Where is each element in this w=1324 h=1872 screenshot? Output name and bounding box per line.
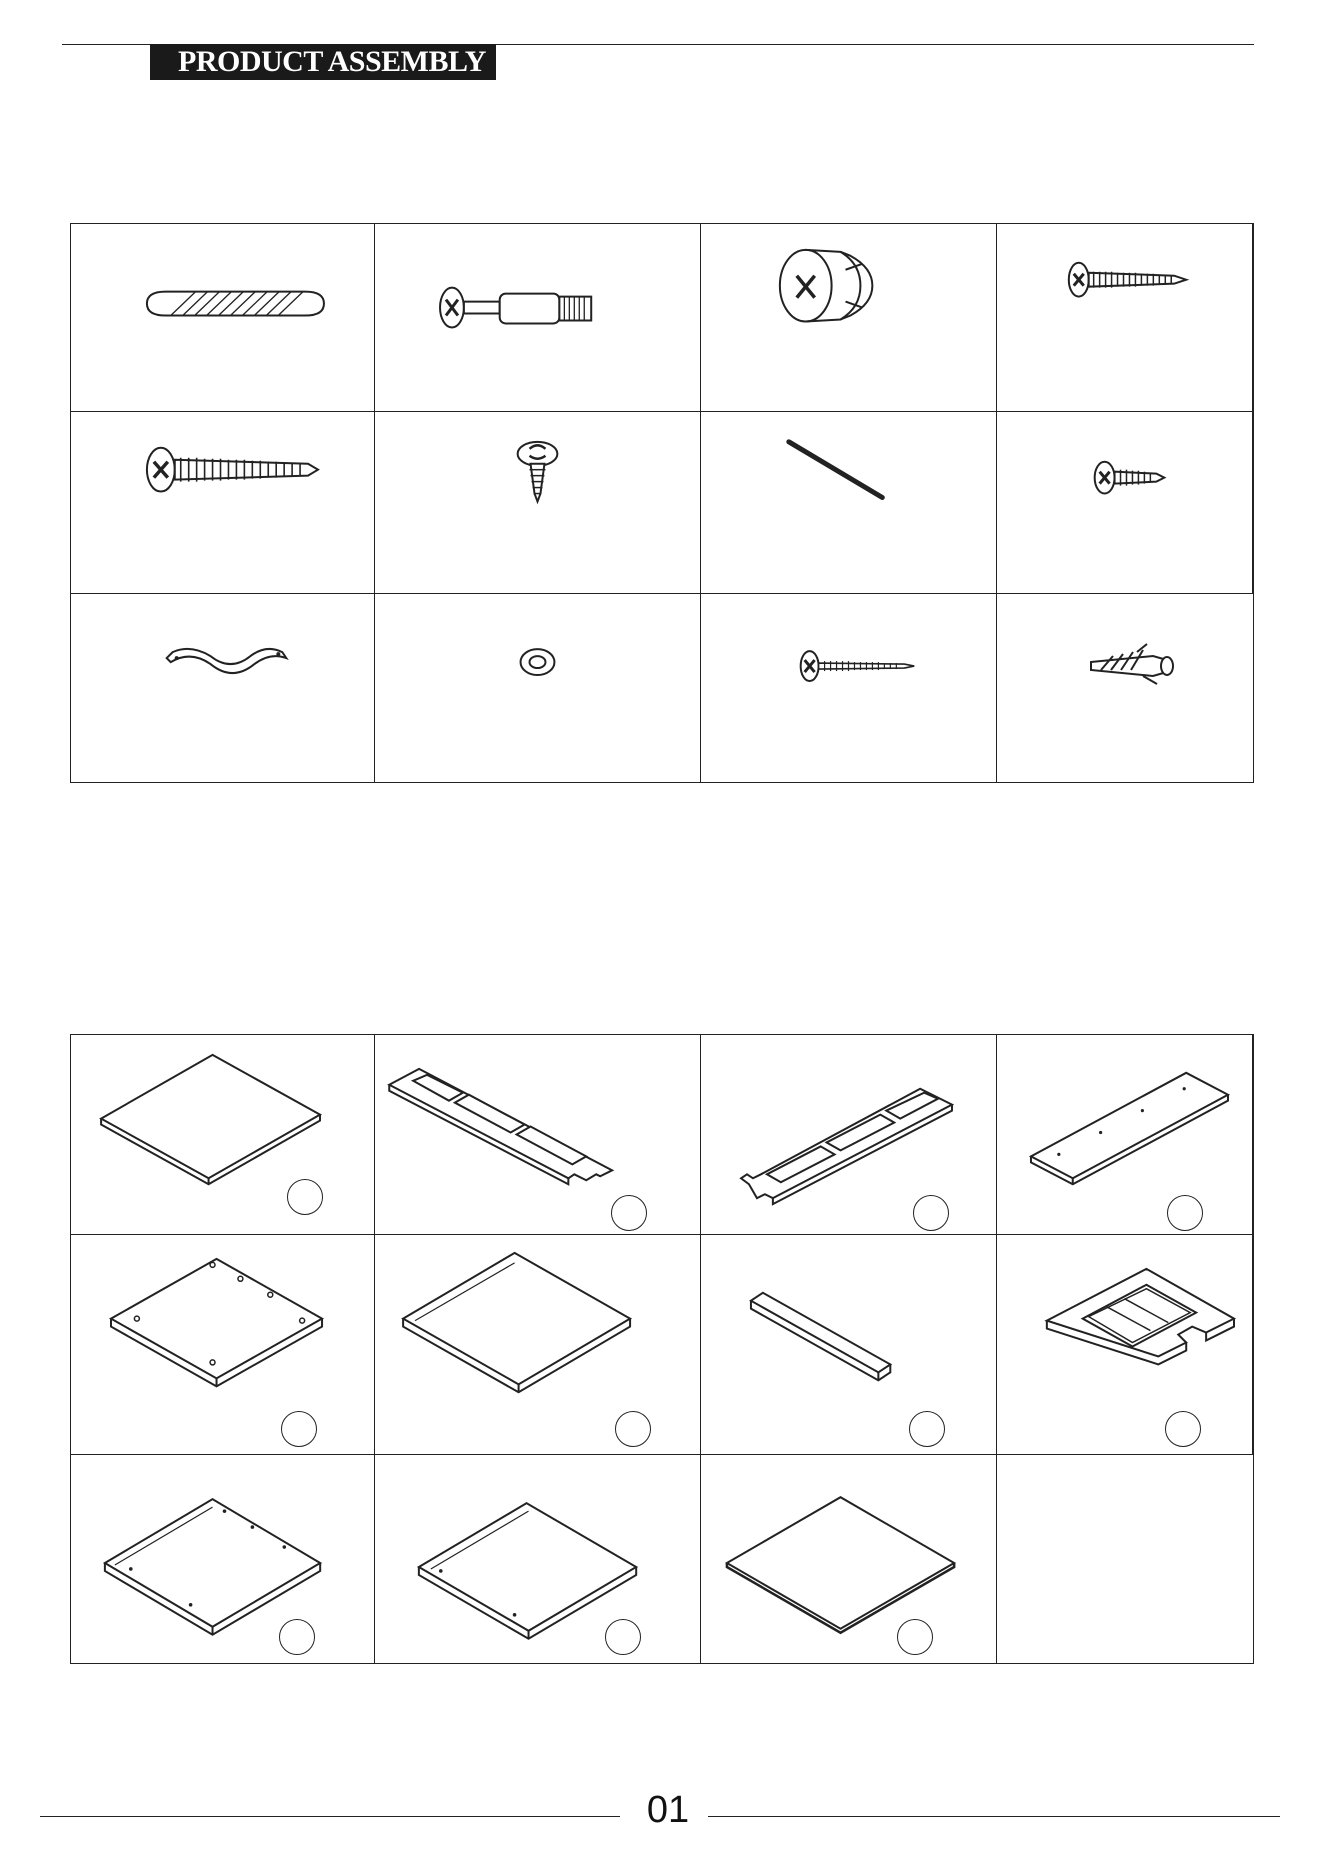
wooden-dowel-icon <box>71 224 374 411</box>
hardware-cell <box>701 412 997 594</box>
part-callout-circle <box>279 1619 315 1655</box>
long-screw-icon <box>71 412 374 593</box>
narrow-rail-icon <box>701 1235 996 1454</box>
hardware-cell <box>71 594 375 782</box>
ladder-frame-right-icon <box>701 1035 996 1234</box>
cam-bolt-icon <box>375 224 700 411</box>
page-title: PRODUCT ASSEMBLY <box>150 44 496 80</box>
ladder-frame-left-icon <box>375 1035 700 1234</box>
footer-rule-left <box>40 1816 620 1817</box>
part-callout-circle <box>281 1411 317 1447</box>
hardware-cell <box>997 224 1253 412</box>
part-cell <box>375 1235 701 1455</box>
thin-screw-icon <box>701 594 996 782</box>
part-callout-circle <box>909 1411 945 1447</box>
parts-table <box>70 1034 1254 1664</box>
part-cell <box>71 1235 375 1455</box>
empty-part-cell <box>997 1455 1253 1663</box>
part-cell <box>375 1035 701 1235</box>
short-screw-icon <box>997 412 1252 593</box>
part-cell <box>997 1035 1253 1235</box>
part-callout-circle <box>287 1179 323 1215</box>
shelf-panel-icon <box>375 1455 700 1663</box>
hardware-cell <box>997 594 1253 782</box>
page-number: 01 <box>646 1789 690 1831</box>
footer-rule-right <box>708 1816 1280 1817</box>
washer-icon <box>375 594 700 782</box>
part-cell <box>997 1235 1253 1455</box>
washer-head-screw-icon <box>375 412 700 593</box>
part-cell <box>375 1455 701 1663</box>
part-callout-circle <box>615 1411 651 1447</box>
part-cell <box>701 1035 997 1235</box>
hardware-cell <box>701 224 997 412</box>
hardware-cell <box>375 412 701 594</box>
hardware-cell <box>997 412 1253 594</box>
part-callout-circle <box>913 1195 949 1231</box>
part-cell <box>71 1455 375 1663</box>
large-panel-icon <box>375 1235 700 1454</box>
square-panel-icon <box>71 1035 374 1234</box>
part-cell <box>701 1455 997 1663</box>
part-callout-circle <box>605 1619 641 1655</box>
hardware-cell <box>701 594 997 782</box>
slotted-base-panel-icon <box>997 1235 1252 1454</box>
part-cell <box>701 1235 997 1455</box>
part-callout-circle <box>1167 1195 1203 1231</box>
wall-anchor-icon <box>997 594 1253 782</box>
part-cell <box>71 1035 375 1235</box>
drilled-panel-icon <box>71 1235 374 1454</box>
hardware-cell <box>375 224 701 412</box>
metal-rod-icon <box>701 412 996 593</box>
part-callout-circle <box>1165 1411 1201 1447</box>
cam-lock-icon <box>701 224 996 411</box>
part-callout-circle <box>611 1195 647 1231</box>
wood-screw-icon <box>997 224 1252 411</box>
side-panel-icon <box>71 1455 374 1663</box>
hardware-table <box>70 223 1254 783</box>
hardware-cell <box>71 412 375 594</box>
anti-tip-strap-icon <box>71 594 374 782</box>
narrow-long-panel-icon <box>997 1035 1252 1234</box>
hardware-cell <box>375 594 701 782</box>
thin-back-panel-icon <box>701 1455 996 1663</box>
hardware-cell <box>71 224 375 412</box>
part-callout-circle <box>897 1619 933 1655</box>
